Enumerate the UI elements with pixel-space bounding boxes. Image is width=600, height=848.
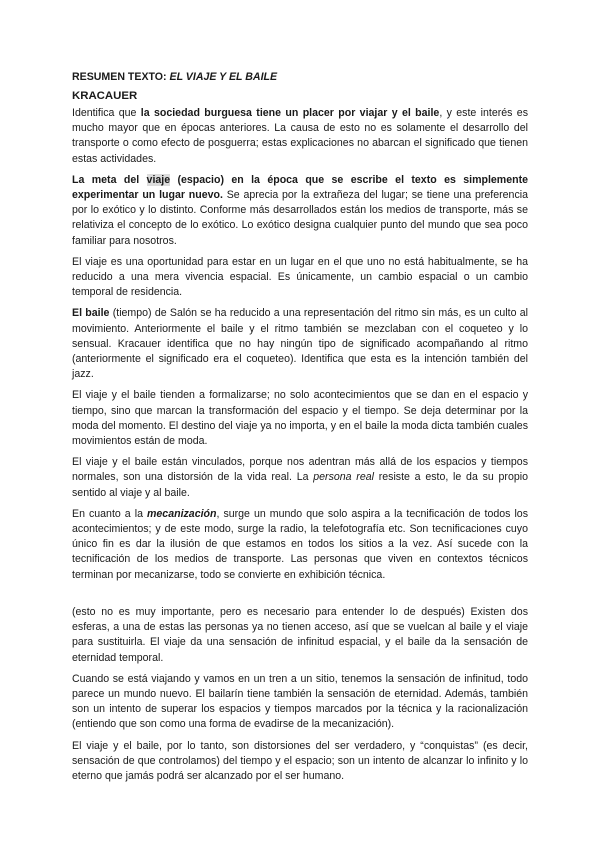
paragraph-intro: Identifica que la sociedad burguesa tiene un placer por viajar y el baile, y este interés es mucho mayor que en épocas anteriores. La causa de esto no es solamente el desarrollo del transporte o como efecto de posguerra; estas explicaciones no abarcan el significado que tienen estas actividades. — [72, 107, 528, 165]
paragraph-infinitud: Cuando se está viajando y vamos en un tren a un sitio, tenemos la sensación de infinitud, todo parece un mundo nuevo. El bailarín tiene también la sensación de eternidad. Además, también son un intento de superar los espacios y tiempos marcados por la técnica y la racionalización (entiendo que son como una forma de evadirse de la mecanización). — [72, 672, 528, 731]
work-title: EL VIAJE Y EL BAILE — [169, 71, 278, 83]
paragraph-oportunidad: El viaje es una oportunidad para estar en un lugar en el que uno no está habitualmente, se ha reducido a una mera vivencia espacial. Es únicamente, un cambio espacial o un cambio temporal de residencia. — [72, 255, 528, 299]
paragraph-gap — [72, 589, 528, 605]
paragraph-viaje: La meta del viaje (espacio) en la época que se escribe el texto es simplemente experimentar un lugar nuevo. Se aprecia por la extrañeza del lugar; se tiene una preferencia por lo exótico y lo distinto. Conforme más desarrollados están los medios de transporte, más se relativiza el concepto de lo exótico. Lo exótico designa cualquier punto del mundo que sea poco familiar para nosotros. — [72, 173, 528, 247]
paragraph-esferas: (esto no es muy importante, pero es necesario para entender lo de después) Existen dos esferas, a una de estas las personas ya no tienen acceso, así que se vuelcan al baile y el viaje para sustituirla. El viaje da una sensación de infinitud espacial, y el baile da la sensación de eternidad temporal. — [72, 605, 528, 664]
paragraph-mecanizacion: En cuanto a la mecanización, surge un mundo que solo aspira a la tecnificación de todos los acontecimientos; y de este modo, surge la radio, la telefotografía etc. Son tecnificaciones cuyo único fin es dar la ilusión de que estamos en todos los sitios a la vez. Así sucede con la tecnificación de los medios de transporte. Las personas que viven en contextos técnicos terminan por mecanizarse, todo se convierte en exhibición técnica. — [72, 507, 528, 581]
document-title: RESUMEN TEXTO: EL VIAJE Y EL BAILE — [72, 71, 278, 83]
paragraph-vinculados: El viaje y el baile están vinculados, porque nos adentran más allá de los espacios y tiempos normales, son una distorsión de la vida real. La persona real resiste a esto, le da su propio sentido al viaje y al baile. — [72, 456, 528, 499]
paragraph-formalizarse: El viaje y el baile tienden a formalizarse; no solo acontecimientos que se dan en el espacio y tiempo, sino que marcan la transformación del espacio y el tiempo. Se deja determinar por la moda del momento. El destino del viaje ya no importa, y en el baile la moda dicta también cuales movimientos están de moda. — [72, 389, 528, 448]
paragraph-conclusion: El viaje y el baile, por lo tanto, son distorsiones del ser verdadero, y “conquistas” (es decir, sensación de que controlamos) del tiempo y el espacio; son un intento de alcanzar lo infinito y lo eterno que jamás podrá ser alcanzado por el ser humano. — [72, 739, 528, 782]
highlighted-word: viaje — [146, 173, 171, 186]
paragraph-baile: El baile (tiempo) de Salón se ha reducido a una representación del ritmo sin más, es un culto al movimiento. Anteriormente el baile y el ritmo también se mezclaban con el coqueteo y lo sensual. Kracauer identifica que no hay ningún tipo de significado acompañando al ritmo (anteriormente el significado era el coqueteo). Identifica que esta es la intención también del jazz. — [72, 307, 529, 381]
author-heading: KRACAUER — [72, 90, 138, 102]
document-body — [72, 70, 528, 790]
